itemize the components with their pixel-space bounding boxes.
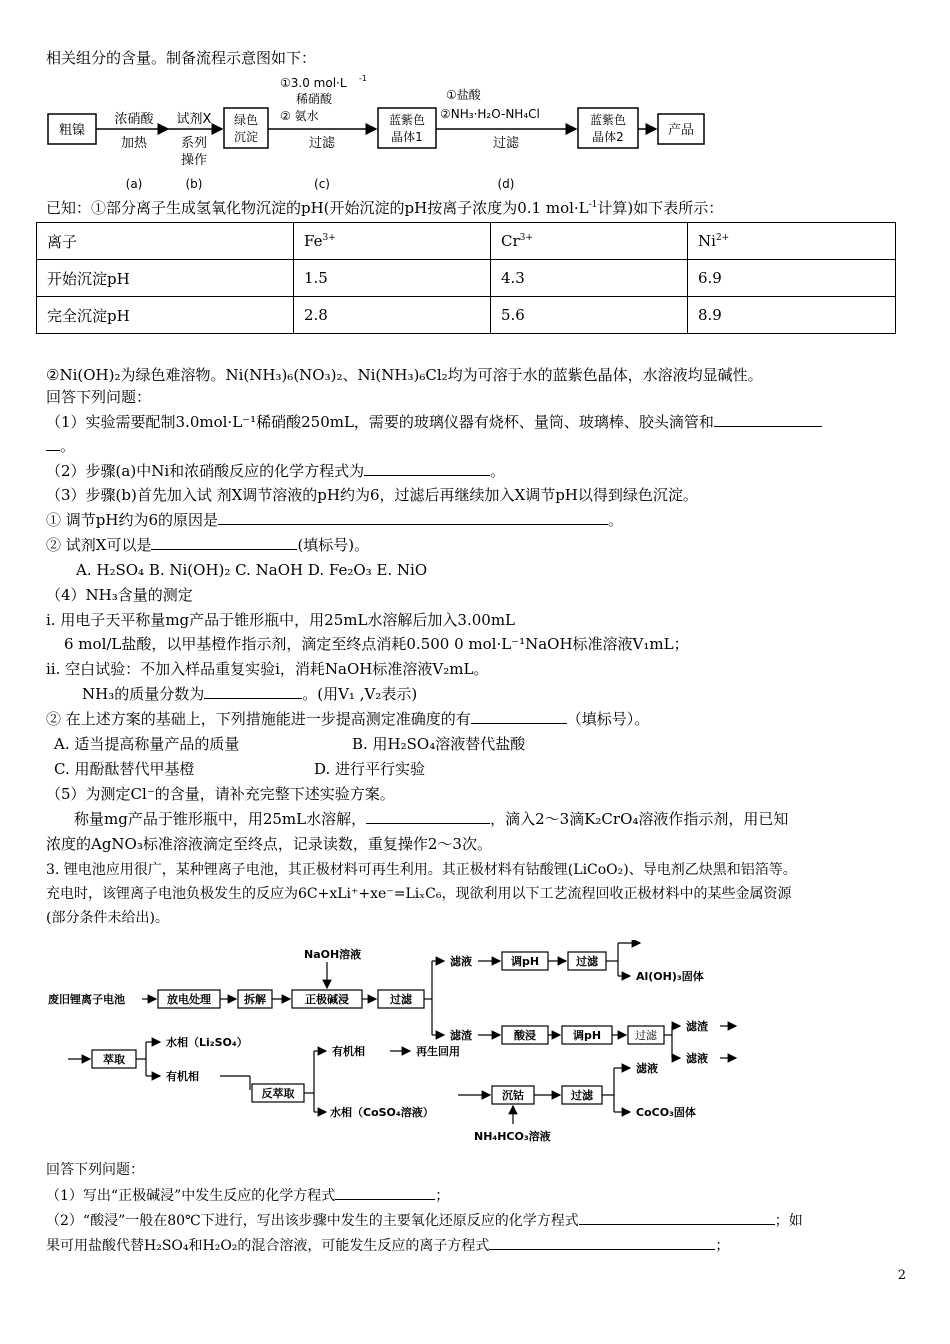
- answer-blank[interactable]: [204, 684, 302, 699]
- q5-a: 称量mg产品于锥形瓶中，用25mL水溶解， ，滴入2～3滴K₂CrO₄溶液作指示剂，用已知: [74, 810, 789, 828]
- answer-blank[interactable]: [335, 1185, 435, 1200]
- flow2-step: 过滤: [390, 993, 412, 1006]
- q4-i: i. 用电子天平称量mg产品于锥形瓶中，用25mL水溶解后加入3.00mL: [46, 611, 516, 629]
- precipitation-ph-table: [36, 222, 896, 334]
- svg-text:再生回用: 再生回用: [416, 1045, 460, 1058]
- svg-text:有机相: 有机相: [166, 1070, 199, 1083]
- answer-blank[interactable]: [151, 535, 297, 550]
- answer-blank[interactable]: [218, 510, 608, 525]
- box-product: 产品: [667, 123, 695, 138]
- b3-text: 果可用盐酸代替H₂SO₄和H₂O₂的混合溶液，可能发生反应的离子方程式 ；: [46, 1235, 729, 1256]
- flow2-step: 放电处理: [167, 993, 211, 1006]
- flow2-step: 正极碱浸: [305, 993, 349, 1006]
- svg-text:水相（CoSO₄溶液）: 水相（CoSO₄溶液）: [330, 1106, 434, 1119]
- svg-text:Al(OH)₃固体: Al(OH)₃固体: [636, 970, 704, 983]
- table-cell: $Fe^{3+}$: [294, 223, 491, 260]
- problem3-line3: (部分条件未给出)。: [46, 910, 169, 926]
- flow2-start: 废旧锂离子电池: [48, 993, 125, 1006]
- svg-text:萃取: 萃取: [103, 1053, 125, 1066]
- step-c-top1: ①3.0 mol·L: [280, 76, 347, 90]
- step-d-label: (d): [497, 177, 515, 191]
- svg-text:调pH: 调pH: [510, 955, 540, 968]
- known-1: 已知：①部分离子生成氢氧化物沉淀的pH(开始沉淀的pH按离子浓度为0.1 $mol\cdot L^{-1}$计算)如下表所示：: [46, 199, 724, 217]
- page-number: 2: [897, 1268, 906, 1283]
- q4-ii: ii. 空白试验：不加入样品重复实验i，消耗NaOH标准溶液V₂mL。: [46, 660, 489, 678]
- flow2-step: 拆解: [244, 993, 266, 1006]
- answer-blank[interactable]: [579, 1210, 775, 1225]
- answer-blank[interactable]: [366, 809, 490, 824]
- problem3-line2: 充电时，该锂离子电池负极发生的反应为6C+xLi⁺+xe⁻=LiₓC₆，现欲利用以下工艺流程回收正极材料中的某些金属资源: [46, 886, 792, 902]
- step-d-top2: ②NH₃·H₂O-NH₄Cl: [440, 107, 540, 121]
- q2-text: （2）步骤(a)中Ni和浓硝酸反应的化学方程式为 。: [46, 462, 506, 480]
- q5-title: （5）为测定Cl⁻的含量，请补充完整下述实验方案。: [46, 785, 395, 803]
- svg-text:过滤: 过滤: [576, 955, 598, 968]
- step-a-label: (a): [125, 177, 143, 191]
- flow-diagram-2: [46, 940, 766, 1152]
- table-cell: 6.9: [688, 260, 896, 297]
- table-row: [37, 297, 896, 334]
- step-b-bottom2: 操作: [180, 153, 208, 168]
- intro-text: 相关组分的含量。制备流程示意图如下：: [46, 49, 317, 67]
- answer-prompt-2: 回答下列问题：: [46, 1162, 144, 1178]
- step-c-label: (c): [314, 177, 330, 191]
- flow2-naoh: NaOH溶液: [304, 948, 362, 961]
- svg-text:滤渣: 滤渣: [450, 1029, 472, 1042]
- step-c-top3: ② 氨水: [280, 109, 319, 123]
- svg-text:滤液: 滤液: [636, 1062, 658, 1075]
- step-c-top2: 稀硝酸: [296, 92, 333, 106]
- table-row: [37, 223, 896, 260]
- svg-text:滤液: 滤液: [686, 1052, 708, 1065]
- table-cell: $Ni^{2+}$: [688, 223, 896, 260]
- q4-i-2: 6 mol/L盐酸，以甲基橙作指示剂，滴定至终点消耗0.500 0 mol·L⁻¹NaOH标准溶液V₁mL；: [64, 635, 689, 653]
- table-cell: 离子: [37, 223, 294, 260]
- answer-prompt: 回答下列问题：: [46, 388, 152, 406]
- box-crude-ni: 粗镍: [58, 123, 86, 138]
- step-d-bottom: 过滤: [492, 136, 520, 151]
- svg-text:过滤: 过滤: [635, 1029, 657, 1042]
- table-cell: 开始沉淀pH: [37, 260, 294, 297]
- svg-text:-1: -1: [359, 74, 367, 83]
- q5-c: 浓度的AgNO₃标准溶液滴定至终点，记录读数，重复操作2～3次。: [46, 835, 492, 853]
- svg-text:滤液: 滤液: [450, 955, 472, 968]
- svg-text:晶体1: 晶体1: [391, 130, 423, 144]
- q4-option-c: C. 用酚酞替代甲基橙: [54, 760, 195, 778]
- table-row: [37, 260, 896, 297]
- problem3-line1: 3. 锂电池应用很广，某种锂离子电池，其正极材料可再生利用。其正极材料有钴酸锂(LiCoO₂)、导电剂乙炔黑和铝箔等。: [46, 862, 797, 878]
- q4-nh3: NH₃的质量分数为 。(用V₁ ,V₂表示): [82, 685, 418, 703]
- svg-text:滤渣: 滤渣: [686, 1020, 708, 1033]
- svg-text:蓝紫色: 蓝紫色: [388, 113, 426, 127]
- table-cell: 完全沉淀pH: [37, 297, 294, 334]
- svg-text:沉淀: 沉淀: [233, 130, 259, 144]
- b1-text: （1）写出“正极碱浸”中发生反应的化学方程式 ；: [46, 1185, 449, 1206]
- step-d-top1: ①盐酸: [446, 88, 481, 102]
- q4-option-a: A. 适当提高称量产品的质量: [54, 735, 240, 753]
- svg-text:过滤: 过滤: [571, 1089, 593, 1102]
- q3-2: ② 试剂X可以是 (填标号)。: [46, 536, 370, 554]
- svg-text:酸浸: 酸浸: [514, 1029, 536, 1042]
- q3-options: A. H₂SO₄ B. Ni(OH)₂ C. NaOH D. Fe₂O₃ E. NiO: [76, 561, 428, 579]
- svg-text:NH₄HCO₃溶液: NH₄HCO₃溶液: [474, 1130, 551, 1143]
- step-a-bottom: 加热: [120, 136, 148, 151]
- svg-text:有机相: 有机相: [332, 1045, 365, 1058]
- table-cell: 2.8: [294, 297, 491, 334]
- b2-text: （2）“酸浸”一般在80℃下进行，写出该步骤中发生的主要氧化还原反应的化学方程式 ；如: [46, 1210, 803, 1231]
- svg-text:晶体2: 晶体2: [592, 130, 624, 144]
- svg-text:沉钴: 沉钴: [502, 1089, 524, 1102]
- q4-option-b: B. 用H₂SO₄溶液替代盐酸: [352, 735, 526, 753]
- q4-title: （4）NH₃含量的测定: [46, 586, 193, 604]
- svg-text:蓝紫色: 蓝紫色: [589, 113, 627, 127]
- table-cell: 4.3: [491, 260, 688, 297]
- q1-text: （1）实验需要配制3.0mol·L⁻¹稀硝酸250mL，需要的玻璃仪器有烧杯、量筒、玻璃棒、胶头滴管和: [46, 412, 822, 432]
- step-c-bottom: 过滤: [308, 136, 336, 151]
- step-b-bottom1: 系列: [180, 136, 208, 151]
- svg-text:反萃取: 反萃取: [261, 1087, 295, 1100]
- step-a-top: 浓硝酸: [114, 112, 154, 127]
- flow-diagram-1: [46, 70, 726, 194]
- q3-1: ① 调节pH约为6的原因是 。: [46, 511, 624, 529]
- table-cell: 8.9: [688, 297, 896, 334]
- svg-text:CoCO₃固体: CoCO₃固体: [636, 1106, 696, 1119]
- table-cell: $Cr^{3+}$: [491, 223, 688, 260]
- svg-text:绿色: 绿色: [233, 113, 259, 127]
- table-cell: 1.5: [294, 260, 491, 297]
- table-cell: 5.6: [491, 297, 688, 334]
- q4-option-d: D. 进行平行实验: [314, 760, 426, 778]
- answer-blank[interactable]: [714, 412, 822, 427]
- answer-blank[interactable]: [471, 709, 567, 724]
- answer-blank[interactable]: [364, 461, 490, 476]
- step-b-label: (b): [185, 177, 203, 191]
- step-b-top: 试剂X: [176, 112, 212, 127]
- svg-text:调pH: 调pH: [572, 1029, 602, 1042]
- q1-tail: 。: [46, 436, 75, 456]
- q3-text: （3）步骤(b)首先加入试 剂X调节溶液的pH约为6，过滤后再继续加入X调节pH以得到绿色沉淀。: [46, 486, 698, 504]
- answer-blank[interactable]: [489, 1235, 715, 1250]
- svg-text:水相（Li₂SO₄）: 水相（Li₂SO₄）: [166, 1036, 248, 1049]
- known-2: ②Ni(OH)₂为绿色难溶物。Ni(NH₃)₆(NO₃)₂、Ni(NH₃)₆Cl₂均为可溶于水的蓝紫色晶体，水溶液均显碱性。: [46, 366, 763, 384]
- q4-2: ② 在上述方案的基础上，下列措施能进一步提高测定准确度的有 （填标号）。: [46, 710, 650, 728]
